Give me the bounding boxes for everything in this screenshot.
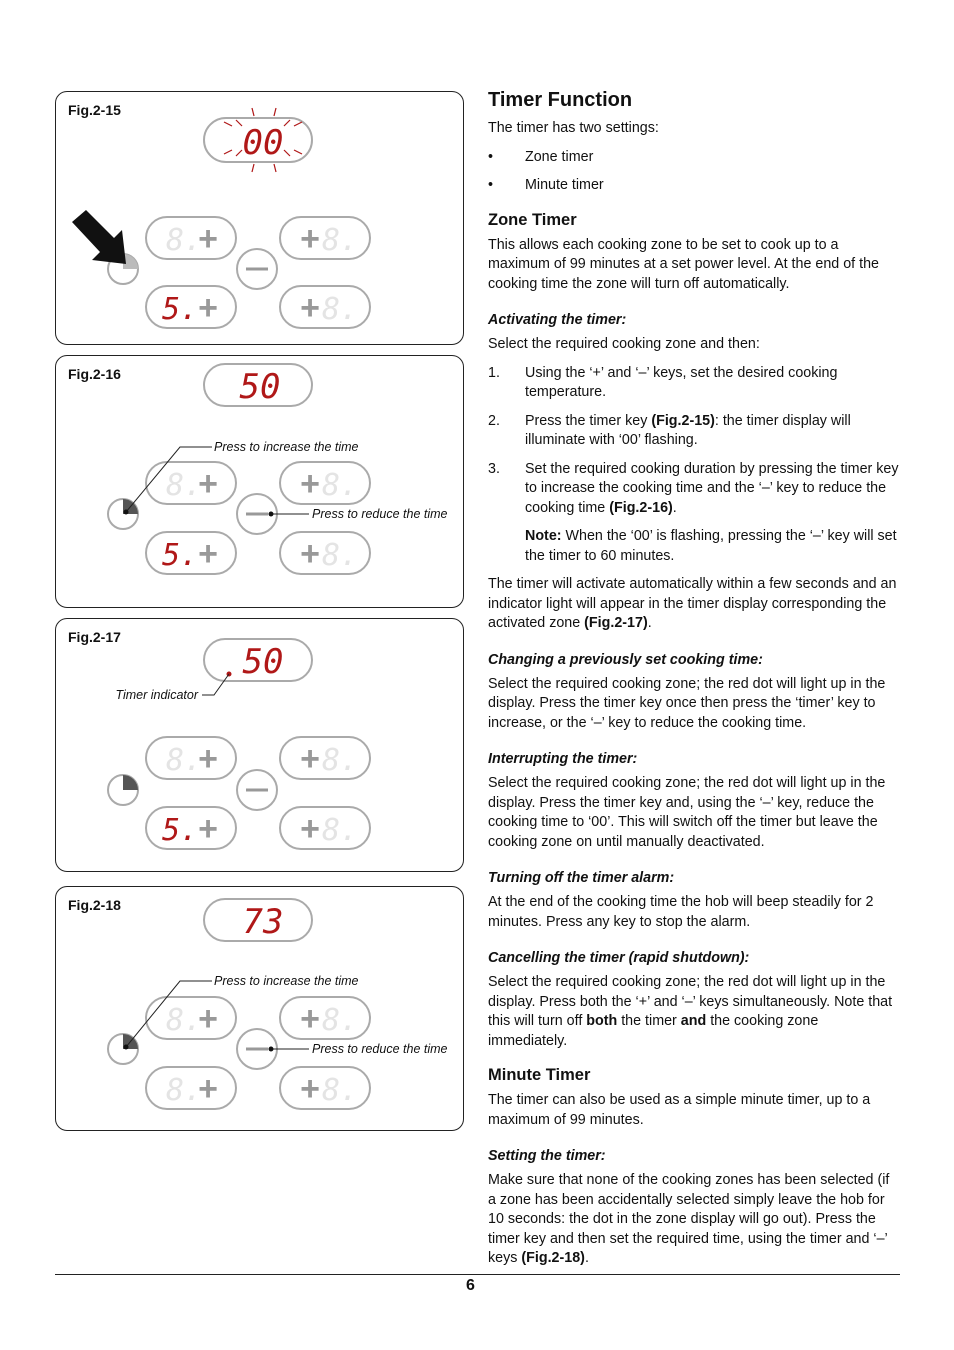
timer-key-icon bbox=[123, 775, 138, 790]
bullet-icon: • bbox=[488, 177, 494, 193]
zone-digit-faint: 8. bbox=[321, 223, 359, 258]
plus-icon: + bbox=[300, 220, 320, 258]
callout-reduce: Press to reduce the time bbox=[312, 1042, 448, 1056]
figure-label: Fig.2-18 bbox=[68, 897, 121, 913]
pointer-arrow-icon bbox=[72, 210, 126, 264]
zone-level-digit: 5. bbox=[161, 292, 199, 327]
zone-digit-faint: 8. bbox=[321, 743, 359, 778]
plus-icon: + bbox=[300, 465, 320, 503]
figure-2-16 bbox=[55, 355, 464, 608]
callout-increase: Press to increase the time bbox=[214, 974, 359, 988]
note-text: Note: When the ‘00’ is flashing, pressing the ‘–’ key will set the timer to 60 minutes. bbox=[525, 528, 897, 564]
callout-dot bbox=[269, 1047, 274, 1052]
step-item: 1. Using the ‘+’ and ‘–’ keys, set the desired cooking temperature. bbox=[488, 364, 838, 400]
control-panel-diagram bbox=[56, 92, 465, 346]
zone-level-digit: 5. bbox=[161, 538, 199, 573]
list-item: • Minute timer bbox=[488, 176, 900, 196]
instructions-column bbox=[488, 89, 900, 1278]
timer-display-digits: 50 bbox=[239, 367, 281, 407]
figure-label: Fig.2-15 bbox=[68, 102, 121, 118]
plus-icon: + bbox=[300, 740, 320, 778]
zone-digit-faint: 8. bbox=[165, 468, 203, 503]
plus-icon: + bbox=[198, 1000, 218, 1038]
zone-level-digit: 5. bbox=[161, 813, 199, 848]
callout-increase: Press to increase the time bbox=[214, 440, 359, 454]
plus-icon: + bbox=[198, 535, 218, 573]
zone-digit-faint: 8. bbox=[321, 538, 359, 573]
zone-digit-faint: 8. bbox=[321, 813, 359, 848]
setting-text: Make sure that none of the cooking zones has been selected (if a zone has been accidentally selected simply leave the hob for 10 seconds: the dot in the zone display will go out). Press the timer key and then set the required time, using the timer and ‘–’ keys (Fig.2-18). bbox=[488, 1172, 890, 1266]
zone-digit-faint: 8. bbox=[321, 468, 359, 503]
figure-label: Fig.2-16 bbox=[68, 366, 121, 382]
zone-digit-faint: 8. bbox=[165, 1003, 203, 1038]
plus-icon: + bbox=[300, 535, 320, 573]
figure-2-18 bbox=[55, 886, 464, 1131]
callout-line-indicator bbox=[202, 674, 229, 695]
page-number: 6 bbox=[466, 1277, 475, 1294]
zone-digit-faint: 8. bbox=[165, 743, 203, 778]
timer-display-digits: 00 bbox=[242, 123, 284, 163]
changing-text: Select the required cooking zone; the red dot will light up in the display. Press the timer key once then press the ‘timer’ key to increase, or the ‘–’ key to reduce the cooking time. bbox=[488, 675, 886, 731]
activate-text: The timer will activate automatically within a few seconds and an indicator light will appear in the timer display corresponding the activated zone (Fig.2-17). bbox=[488, 576, 897, 631]
figure-2-15 bbox=[55, 91, 464, 345]
callout-dot bbox=[124, 1045, 129, 1050]
bullet-icon: • bbox=[488, 148, 494, 165]
activating-intro: Select the required cooking zone and then: bbox=[488, 336, 760, 352]
zone-digit-faint: 8. bbox=[321, 292, 359, 327]
plus-icon: + bbox=[300, 1070, 320, 1108]
step-item: 2. Press the timer key (Fig.2-15): the timer display will illuminate with ‘00’ flashing. bbox=[488, 412, 851, 448]
alarm-heading: Turning off the timer alarm: bbox=[488, 870, 675, 886]
interrupting-text: Select the required cooking zone; the red dot will light up in the display. Press the timer key and, using the ‘–’ key, reduce the cooking time to ‘00’. This will switch off the timer but leave the cooking zone on until manually deactivated. bbox=[488, 775, 886, 850]
plus-icon: + bbox=[300, 1000, 320, 1038]
callout-indicator: Timer indicator bbox=[115, 688, 198, 702]
control-panel-diagram bbox=[56, 619, 465, 873]
plus-icon: + bbox=[300, 810, 320, 848]
control-panel-diagram bbox=[56, 356, 465, 609]
changing-heading: Changing a previously set cooking time: bbox=[488, 651, 763, 668]
zone-digit-faint: 8. bbox=[165, 1073, 203, 1108]
intro-text: The timer has two settings: bbox=[488, 120, 659, 136]
figure-2-17 bbox=[55, 618, 464, 872]
plus-icon: + bbox=[198, 810, 218, 848]
callout-dot bbox=[124, 510, 129, 515]
plus-icon: + bbox=[198, 289, 218, 327]
alarm-text: At the end of the cooking time the hob will beep steadily for 2 minutes. Press any key to stop the alarm. bbox=[488, 894, 874, 930]
plus-icon: + bbox=[198, 465, 218, 503]
setting-heading: Setting the timer: bbox=[488, 1148, 606, 1164]
zone-digit-faint: 8. bbox=[321, 1073, 359, 1108]
cancel-heading: Cancelling the timer (rapid shutdown): bbox=[488, 950, 750, 966]
list-item: • Zone timer bbox=[488, 148, 900, 168]
zone-digit-faint: 8. bbox=[165, 223, 203, 258]
interrupting-heading: Interrupting the timer: bbox=[488, 751, 638, 767]
callout-dot bbox=[269, 512, 274, 517]
minute-timer-description: The timer can also be used as a simple minute timer, up to a maximum of 99 minutes. bbox=[488, 1092, 871, 1128]
page-title: Timer Function bbox=[488, 89, 633, 111]
plus-icon: + bbox=[198, 220, 218, 258]
callout-reduce: Press to reduce the time bbox=[312, 507, 448, 521]
timer-display-digits: 50 bbox=[242, 642, 284, 682]
zone-timer-description: This allows each cooking zone to be set to cook up to a maximum of 99 minutes at a set power level. At the end of the cooking time the zone will turn off automatically. bbox=[488, 236, 879, 292]
minute-timer-heading: Minute Timer bbox=[488, 1066, 591, 1084]
zone-timer-heading: Zone Timer bbox=[488, 210, 577, 229]
activation-steps bbox=[488, 364, 900, 519]
activating-heading: Activating the timer: bbox=[488, 312, 627, 328]
step-item: 3. Set the required cooking duration by pressing the timer key to increase the cooking time and the ‘–’ key to reduce the cooking time (Fig.2-16). bbox=[488, 460, 899, 516]
timer-display-digits: 73 bbox=[242, 902, 284, 942]
plus-icon: + bbox=[198, 740, 218, 778]
control-panel-diagram bbox=[56, 887, 465, 1132]
plus-icon: + bbox=[198, 1070, 218, 1108]
figure-label: Fig.2-17 bbox=[68, 629, 121, 645]
plus-icon: + bbox=[300, 289, 320, 327]
footer-divider bbox=[55, 1274, 900, 1275]
cancel-text: Select the required cooking zone; the red dot will light up in the display. Press both the ‘+’ and ‘–’ keys simultaneously. Note that this will turn off both the timer and the cooking zone immediately. bbox=[488, 974, 893, 1049]
settings-list bbox=[488, 148, 900, 196]
zone-digit-faint: 8. bbox=[321, 1003, 359, 1038]
